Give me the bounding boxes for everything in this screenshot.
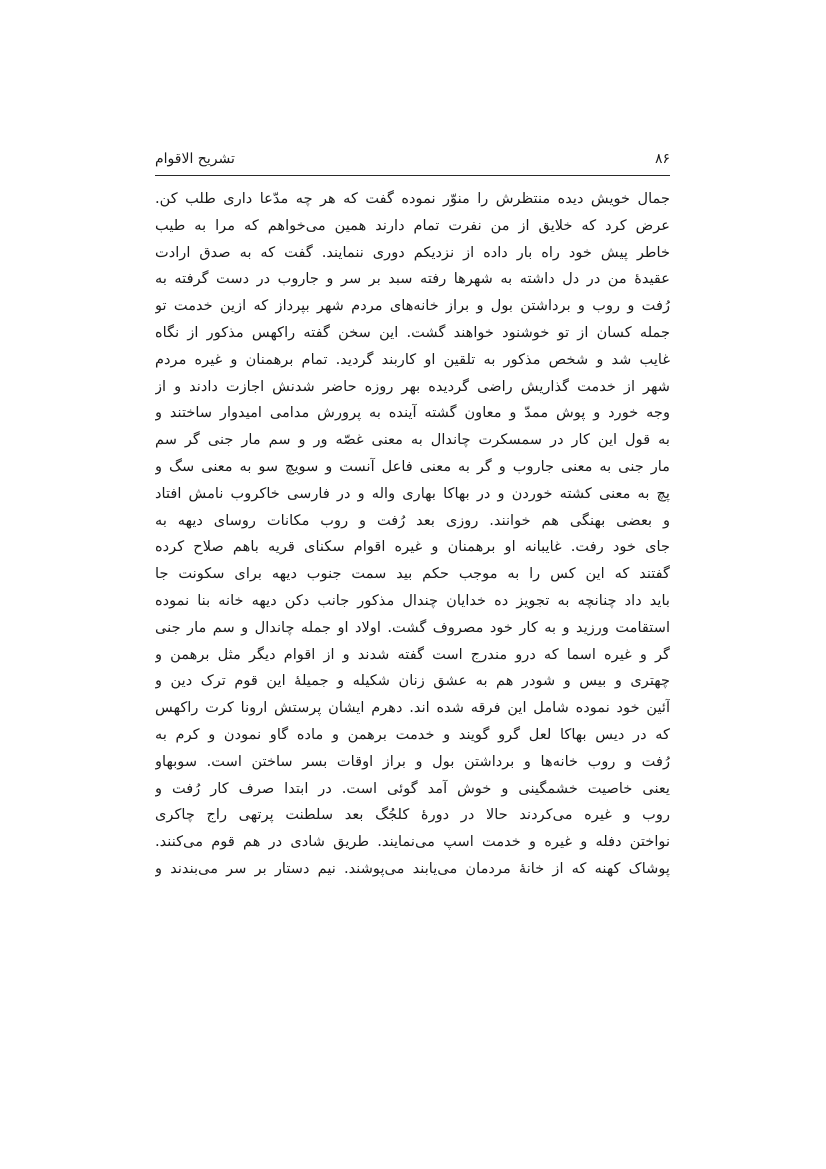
text-line: خاطر پیش خود راه بار داده از نزدیکم دوری ننمایند. گفت که به صدق ارادت [155,243,670,261]
text-line: و بعضی بهنگی هم خوانند. روزی بعد رُفت و روب مکانات روسای دیهه به [155,511,670,529]
text-line: جمال خویش دیده منتظرش را منوّر نموده گفت که هر چه مدّعا داری طلب کن. [155,190,670,207]
text-line: عرض کرد که خلایق از من نفرت تمام دارند همین می‌خواهم که مرا به طیب [155,216,670,234]
header-divider [155,175,670,176]
text-line: یعنی خاصیت خشمگینی و خوش آمد گوئی است. در ابتدا صرف کار رُفت و [155,779,670,797]
page-number: ۸۶ [654,151,670,167]
text-line: مار جنی به معنی جاروب و گر به معنی فاعل آنست و سویچ سو به معنی سگ و [155,457,670,475]
text-line: پوشاک کهنه که از خانهٔ مردمان می‌یابند می‌پوشند. نیم دستار بر سر می‌بندند و [155,859,670,877]
text-line: عقیدهٔ من در دل داشته به شهرها رفته سبد بر سر و جاروب در دست گرفته به [155,270,670,288]
body-text [155,186,670,883]
text-line: باید داد چنانچه به تجویز ده خدایان چندال مذکور جانب دکن دیهه خانه بنا نموده [155,591,670,609]
text-line: چهتری و بیس و شودر هم به عشق زنان شکیله و جمیلهٔ این قوم ترک دین و [155,672,670,690]
text-line: غایب شد و شخص مذکور به تلقین او کاربند گردید. تمام برهمنان و غیره مردم [155,350,670,368]
text-line: نواختن دفله و غیره و خدمت اسپ می‌نمایند. طریق شادی در هم قوم می‌کنند. [155,833,670,851]
text-line: وجه خورد و پوش ممدّ و معاون گشته آینده به پرورش مدامی امیدوار ساختند و [155,404,670,422]
text-line: رُفت و روب خانه‌ها و برداشتن بول و براز اوقات بسر ساختن است. سوبهاو [155,752,670,770]
running-header [155,148,670,172]
text-line: پچ به معنی کشته خوردن و در بهاکا بهاری واله و در فارسی خاکروب نامش افتاد [155,484,670,502]
text-line: آئین خود نموده شامل این فرقه شده اند. دهرم ایشان پرستش ارونا کرت راکهس [155,699,670,717]
running-title: تشریح الاقوام [155,151,235,167]
text-line: گفتند که این کس را به موجب حکم بید سمت جنوب دیهه برای سکونت جا [155,565,670,583]
text-line: رُفت و روب و برداشتن بول و براز خانه‌های مردم شهر بپرداز که ازین خدمت تو [155,297,670,315]
text-line: جای خود رفت. غایبانه او برهمنان و غیره اقوام سکنای قریه باهم صلاح کرده [155,538,670,556]
text-line: که در دیس بهاکا لعل گرو گویند و خدمت برهمن و ماده گاو نمودن و کرم به [155,725,670,743]
text-line: جمله کسان از تو خوشنود خواهند گشت. این سخن گفته راکهس مذکور از نگاه [155,323,670,341]
text-line: گر و غیره اسما که درو مندرج است گفته شدند و از اقوام دیگر مثل برهمن و [155,645,670,663]
text-line: شهر از خدمت گذاریش راضی گردیده بهر روزه حاضر شدنش اجازت دادند و از [155,377,670,395]
text-line: به قول این کار در سمسکرت چاندال به معنی غصّه ور و سم مار جنی گر سم [155,431,670,449]
text-line: استقامت ورزید و به کار خود مصروف گشت. اولاد او جمله چاندال و سم مار جنی [155,618,670,636]
text-line: روب و غیره می‌کردند حالا در دورهٔ کلجُگ بعد سلطنت پرتهی راج چاکری [155,806,670,824]
